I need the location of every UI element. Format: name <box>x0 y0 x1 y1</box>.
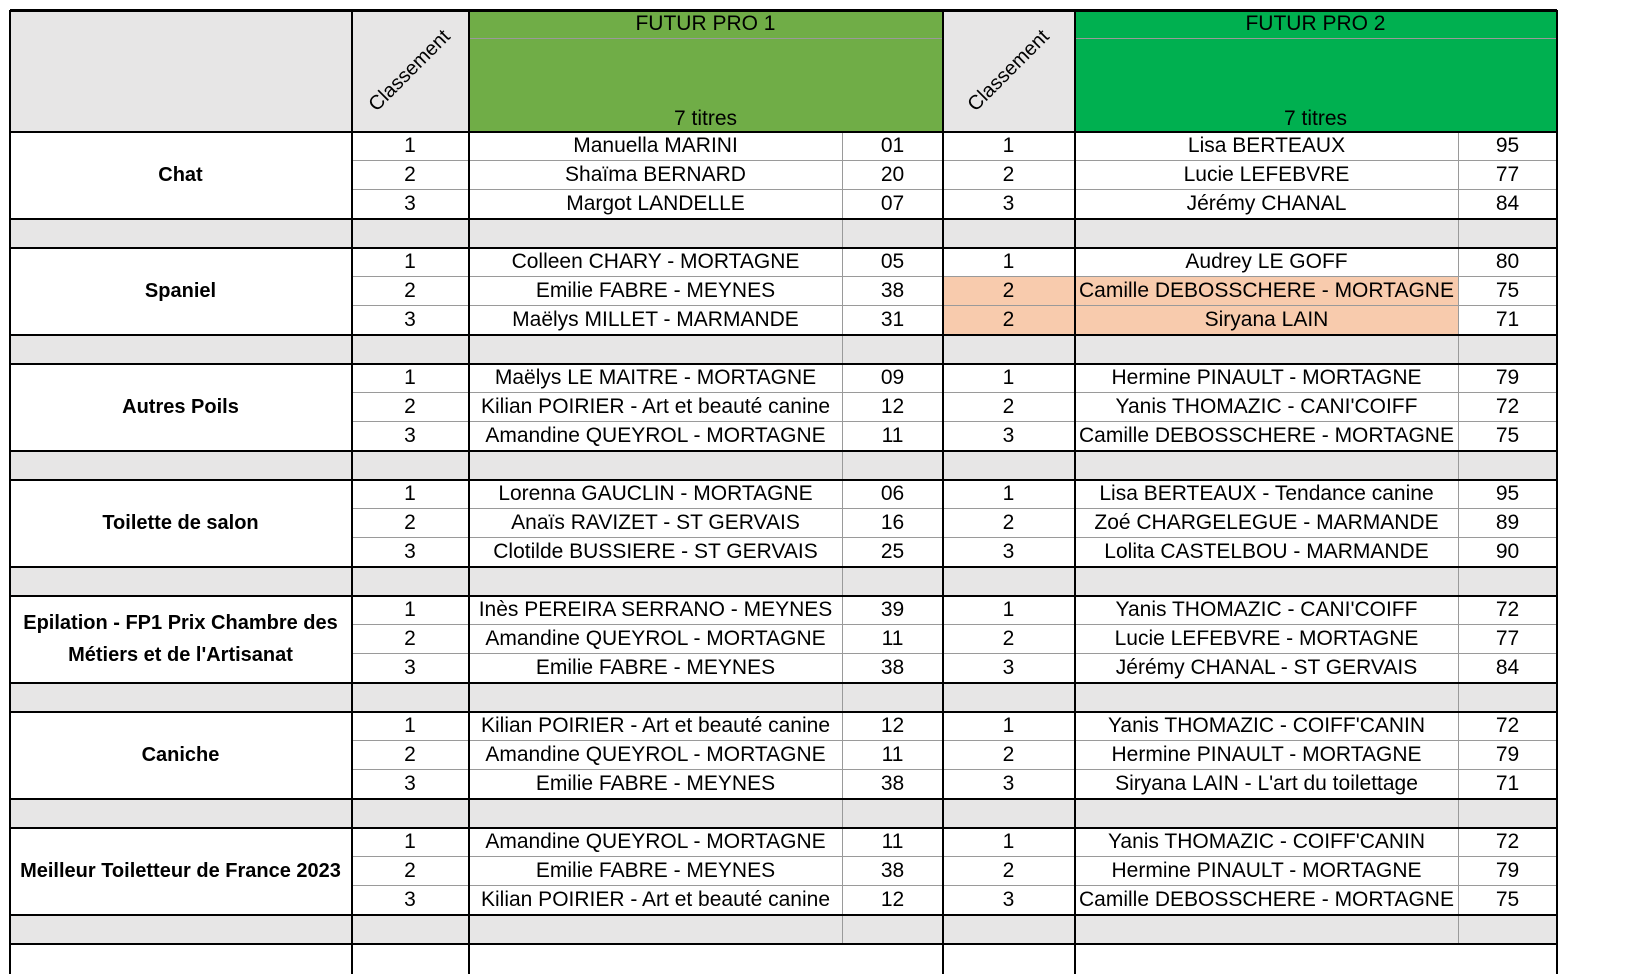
fp2-rank: 1 <box>943 364 1075 393</box>
fp2-rank: 2 <box>943 741 1075 770</box>
fp2-rank: 2 <box>943 625 1075 654</box>
spacer-row <box>1459 567 1557 596</box>
spacer-row <box>469 219 843 248</box>
spacer-row <box>1459 219 1557 248</box>
border-line <box>942 10 944 974</box>
fp2-rank: 2 <box>943 161 1075 190</box>
spacer-row <box>843 915 943 944</box>
fp1-subtitle: 7 titres <box>469 39 943 132</box>
border-line <box>10 479 1557 481</box>
fp2-winner: Hermine PINAULT - MORTAGNE <box>1075 857 1459 886</box>
fp2-number: 72 <box>1459 712 1557 741</box>
spacer-row <box>469 335 843 364</box>
fp1-rank: 2 <box>352 393 469 422</box>
fp1-rank: 3 <box>352 654 469 683</box>
spacer-row <box>1075 683 1459 712</box>
fp1-number: 38 <box>843 654 943 683</box>
fp1-rank: 2 <box>352 277 469 306</box>
fp2-winner: Hermine PINAULT - MORTAGNE <box>1075 741 1459 770</box>
spacer-row <box>10 335 352 364</box>
fp1-number: 09 <box>843 364 943 393</box>
fp2-rank: 3 <box>943 886 1075 915</box>
fp2-number: 71 <box>1459 306 1557 335</box>
fp2-winner: Lolita CASTELBOU - MARMANDE <box>1075 538 1459 567</box>
spacer-row <box>943 451 1075 480</box>
border-line <box>1074 10 1076 974</box>
fp1-winner: Inès PEREIRA SERRANO - MEYNES <box>469 596 843 625</box>
fp2-number: 72 <box>1459 828 1557 857</box>
fp1-winner: Clotilde BUSSIERE - ST GERVAIS <box>469 538 843 567</box>
fp2-winner: Lisa BERTEAUX - Tendance canine <box>1075 480 1459 509</box>
fp2-rank: 2 <box>943 277 1075 306</box>
fp1-winner: Amandine QUEYROL - MORTAGNE <box>469 422 843 451</box>
spacer-row <box>1075 219 1459 248</box>
fp2-winner: Yanis THOMAZIC - COIFF'CANIN <box>1075 712 1459 741</box>
fp1-rank: 3 <box>352 190 469 219</box>
spacer-row <box>1459 915 1557 944</box>
fp1-winner: Emilie FABRE - MEYNES <box>469 277 843 306</box>
spacer-row <box>943 683 1075 712</box>
fp2-rank: 2 <box>943 857 1075 886</box>
fp1-number: 11 <box>843 828 943 857</box>
fp1-winner: Shaïma BERNARD <box>469 161 843 190</box>
border-line <box>10 9 1557 12</box>
rank-header-fp2-label: Classement <box>963 25 1054 116</box>
spacer-row <box>1075 799 1459 828</box>
border-line <box>10 595 1557 597</box>
border-line <box>10 943 1557 945</box>
spacer-row <box>943 335 1075 364</box>
rank-header-fp1 <box>352 10 469 132</box>
fp2-winner: Camille DEBOSSCHERE - MORTAGNE <box>1075 422 1459 451</box>
fp2-number: 90 <box>1459 538 1557 567</box>
rank-header-fp1-label: Classement <box>364 25 455 116</box>
fp1-number: 38 <box>843 277 943 306</box>
border-line <box>10 798 1557 800</box>
spacer-row <box>469 451 843 480</box>
spacer-row <box>943 219 1075 248</box>
fp1-rank: 1 <box>352 248 469 277</box>
spacer-row <box>10 799 352 828</box>
fp2-rank: 2 <box>943 306 1075 335</box>
border-line <box>468 10 470 974</box>
fp1-rank: 3 <box>352 538 469 567</box>
spacer-row <box>943 567 1075 596</box>
spacer-row <box>843 219 943 248</box>
fp1-rank: 1 <box>352 364 469 393</box>
category-name: Epilation - FP1 Prix Chambre des Métiers et de l'Artisanat <box>10 596 352 683</box>
fp2-rank: 3 <box>943 654 1075 683</box>
category-name: Spaniel <box>10 248 352 335</box>
fp2-number: 75 <box>1459 277 1557 306</box>
spacer-row <box>1459 683 1557 712</box>
fp2-winner: Zoé CHARGELEGUE - MARMANDE <box>1075 509 1459 538</box>
border-line <box>9 10 11 974</box>
spacer-row <box>1075 567 1459 596</box>
fp1-rank: 1 <box>352 828 469 857</box>
fp2-winner: Jérémy CHANAL - ST GERVAIS <box>1075 654 1459 683</box>
fp1-rank: 3 <box>352 306 469 335</box>
fp2-number: 84 <box>1459 654 1557 683</box>
fp1-winner: Manuella MARINI <box>469 132 843 161</box>
fp2-rank: 1 <box>943 596 1075 625</box>
fp2-rank: 1 <box>943 828 1075 857</box>
fp2-winner: Siryana LAIN - L'art du toilettage <box>1075 770 1459 799</box>
spacer-row <box>469 915 843 944</box>
spacer-row <box>943 915 1075 944</box>
fp1-number: 07 <box>843 190 943 219</box>
fp2-number: 72 <box>1459 596 1557 625</box>
fp2-rank: 1 <box>943 248 1075 277</box>
fp1-winner: Anaïs RAVIZET - ST GERVAIS <box>469 509 843 538</box>
fp1-winner: Margot LANDELLE <box>469 190 843 219</box>
fp2-number: 77 <box>1459 625 1557 654</box>
fp2-winner: Audrey LE GOFF <box>1075 248 1459 277</box>
spacer-row <box>10 451 352 480</box>
border-line <box>10 711 1557 713</box>
fp1-winner: Emilie FABRE - MEYNES <box>469 770 843 799</box>
border-line <box>10 247 1557 249</box>
spacer-row <box>843 799 943 828</box>
category-name: Toilette de salon <box>10 480 352 567</box>
fp1-number: 20 <box>843 161 943 190</box>
fp1-winner: Kilian POIRIER - Art et beauté canine <box>469 712 843 741</box>
fp1-rank: 1 <box>352 596 469 625</box>
spacer-row <box>1075 335 1459 364</box>
fp1-number: 38 <box>843 770 943 799</box>
fp2-title: FUTUR PRO 2 <box>1075 10 1557 39</box>
fp2-rank: 1 <box>943 712 1075 741</box>
fp2-winner: Lucie LEFEBVRE - MORTAGNE <box>1075 625 1459 654</box>
spacer-row <box>10 567 352 596</box>
fp2-number: 79 <box>1459 857 1557 886</box>
fp2-number: 79 <box>1459 364 1557 393</box>
fp1-number: 25 <box>843 538 943 567</box>
fp1-winner: Amandine QUEYROL - MORTAGNE <box>469 625 843 654</box>
category-name: Autres Poils <box>10 364 352 451</box>
fp1-number: 38 <box>843 857 943 886</box>
fp2-rank: 1 <box>943 480 1075 509</box>
rank-header-fp2 <box>943 10 1075 132</box>
fp2-rank: 2 <box>943 509 1075 538</box>
spacer-row <box>469 567 843 596</box>
fp1-number: 01 <box>843 132 943 161</box>
spacer-row <box>469 683 843 712</box>
fp2-number: 89 <box>1459 509 1557 538</box>
spacer-row <box>1459 335 1557 364</box>
spacer-row <box>943 799 1075 828</box>
fp2-rank: 1 <box>943 132 1075 161</box>
fp1-title: FUTUR PRO 1 <box>469 10 943 39</box>
fp2-number: 80 <box>1459 248 1557 277</box>
fp1-winner: Maëlys MILLET - MARMANDE <box>469 306 843 335</box>
fp2-number: 71 <box>1459 770 1557 799</box>
fp1-number: 12 <box>843 886 943 915</box>
spacer-row <box>469 799 843 828</box>
fp1-winner: Amandine QUEYROL - MORTAGNE <box>469 741 843 770</box>
fp2-number: 77 <box>1459 161 1557 190</box>
spacer-row <box>352 683 469 712</box>
fp1-number: 12 <box>843 393 943 422</box>
spacer-row <box>352 335 469 364</box>
border-line <box>10 914 1557 916</box>
fp1-rank: 1 <box>352 132 469 161</box>
spacer-row <box>1075 915 1459 944</box>
fp1-rank: 3 <box>352 770 469 799</box>
fp2-rank: 3 <box>943 422 1075 451</box>
fp1-rank: 1 <box>352 480 469 509</box>
fp2-rank: 2 <box>943 393 1075 422</box>
border-line <box>10 334 1557 336</box>
spacer-row <box>10 683 352 712</box>
category-name: Meilleur Toiletteur de France 2023 <box>10 828 352 915</box>
fp1-number: 31 <box>843 306 943 335</box>
fp2-number: 95 <box>1459 132 1557 161</box>
fp2-winner: Lucie LEFEBVRE <box>1075 161 1459 190</box>
fp2-number: 95 <box>1459 480 1557 509</box>
fp1-rank: 2 <box>352 625 469 654</box>
fp2-number: 75 <box>1459 422 1557 451</box>
fp1-rank: 1 <box>352 712 469 741</box>
fp1-number: 06 <box>843 480 943 509</box>
spacer-row <box>843 335 943 364</box>
fp1-winner: Kilian POIRIER - Art et beauté canine <box>469 393 843 422</box>
fp1-winner: Kilian POIRIER - Art et beauté canine <box>469 886 843 915</box>
fp2-winner: Yanis THOMAZIC - CANI'COIFF <box>1075 393 1459 422</box>
fp2-number: 84 <box>1459 190 1557 219</box>
category-name: Caniche <box>10 712 352 799</box>
fp1-rank: 2 <box>352 857 469 886</box>
fp1-rank: 2 <box>352 741 469 770</box>
fp1-rank: 3 <box>352 886 469 915</box>
border-line <box>10 566 1557 568</box>
fp1-number: 16 <box>843 509 943 538</box>
border-line <box>351 10 353 974</box>
fp1-number: 05 <box>843 248 943 277</box>
fp2-winner: Siryana LAIN <box>1075 306 1459 335</box>
fp2-winner: Lisa BERTEAUX <box>1075 132 1459 161</box>
fp2-rank: 3 <box>943 190 1075 219</box>
fp1-number: 11 <box>843 422 943 451</box>
spacer-row <box>352 219 469 248</box>
fp1-number: 11 <box>843 625 943 654</box>
spacer-row <box>843 451 943 480</box>
spacer-row <box>1075 451 1459 480</box>
fp2-subtitle: 7 titres <box>1075 39 1557 132</box>
fp2-winner: Camille DEBOSSCHERE - MORTAGNE <box>1075 277 1459 306</box>
border-line <box>10 131 1557 133</box>
spacer-row <box>843 567 943 596</box>
spacer-row <box>352 799 469 828</box>
fp2-rank: 3 <box>943 770 1075 799</box>
fp1-rank: 2 <box>352 161 469 190</box>
header-blank <box>10 10 352 132</box>
border-line <box>10 827 1557 829</box>
fp1-winner: Lorenna GAUCLIN - MORTAGNE <box>469 480 843 509</box>
spacer-row <box>352 451 469 480</box>
fp1-winner: Maëlys LE MAITRE - MORTAGNE <box>469 364 843 393</box>
fp1-number: 39 <box>843 596 943 625</box>
spacer-row <box>10 915 352 944</box>
fp2-winner: Camille DEBOSSCHERE - MORTAGNE <box>1075 886 1459 915</box>
fp1-winner: Colleen CHARY - MORTAGNE <box>469 248 843 277</box>
fp1-winner: Emilie FABRE - MEYNES <box>469 857 843 886</box>
border-line <box>10 682 1557 684</box>
fp2-number: 79 <box>1459 741 1557 770</box>
fp1-rank: 3 <box>352 422 469 451</box>
fp2-winner: Hermine PINAULT - MORTAGNE <box>1075 364 1459 393</box>
fp2-number: 72 <box>1459 393 1557 422</box>
fp1-number: 11 <box>843 741 943 770</box>
fp1-winner: Emilie FABRE - MEYNES <box>469 654 843 683</box>
fp2-number: 75 <box>1459 886 1557 915</box>
spacer-row <box>843 683 943 712</box>
fp1-winner: Amandine QUEYROL - MORTAGNE <box>469 828 843 857</box>
fp1-number: 12 <box>843 712 943 741</box>
border-line <box>1556 10 1558 974</box>
spacer-row <box>352 915 469 944</box>
fp2-winner: Jérémy CHANAL <box>1075 190 1459 219</box>
border-line <box>10 363 1557 365</box>
spacer-row <box>1459 451 1557 480</box>
border-line <box>10 450 1557 452</box>
category-name: Chat <box>10 132 352 219</box>
fp2-winner: Yanis THOMAZIC - CANI'COIFF <box>1075 596 1459 625</box>
border-line <box>10 218 1557 220</box>
fp2-winner: Yanis THOMAZIC - COIFF'CANIN <box>1075 828 1459 857</box>
spacer-row <box>352 567 469 596</box>
fp1-rank: 2 <box>352 509 469 538</box>
fp2-rank: 3 <box>943 538 1075 567</box>
spacer-row <box>1459 799 1557 828</box>
spacer-row <box>10 219 352 248</box>
